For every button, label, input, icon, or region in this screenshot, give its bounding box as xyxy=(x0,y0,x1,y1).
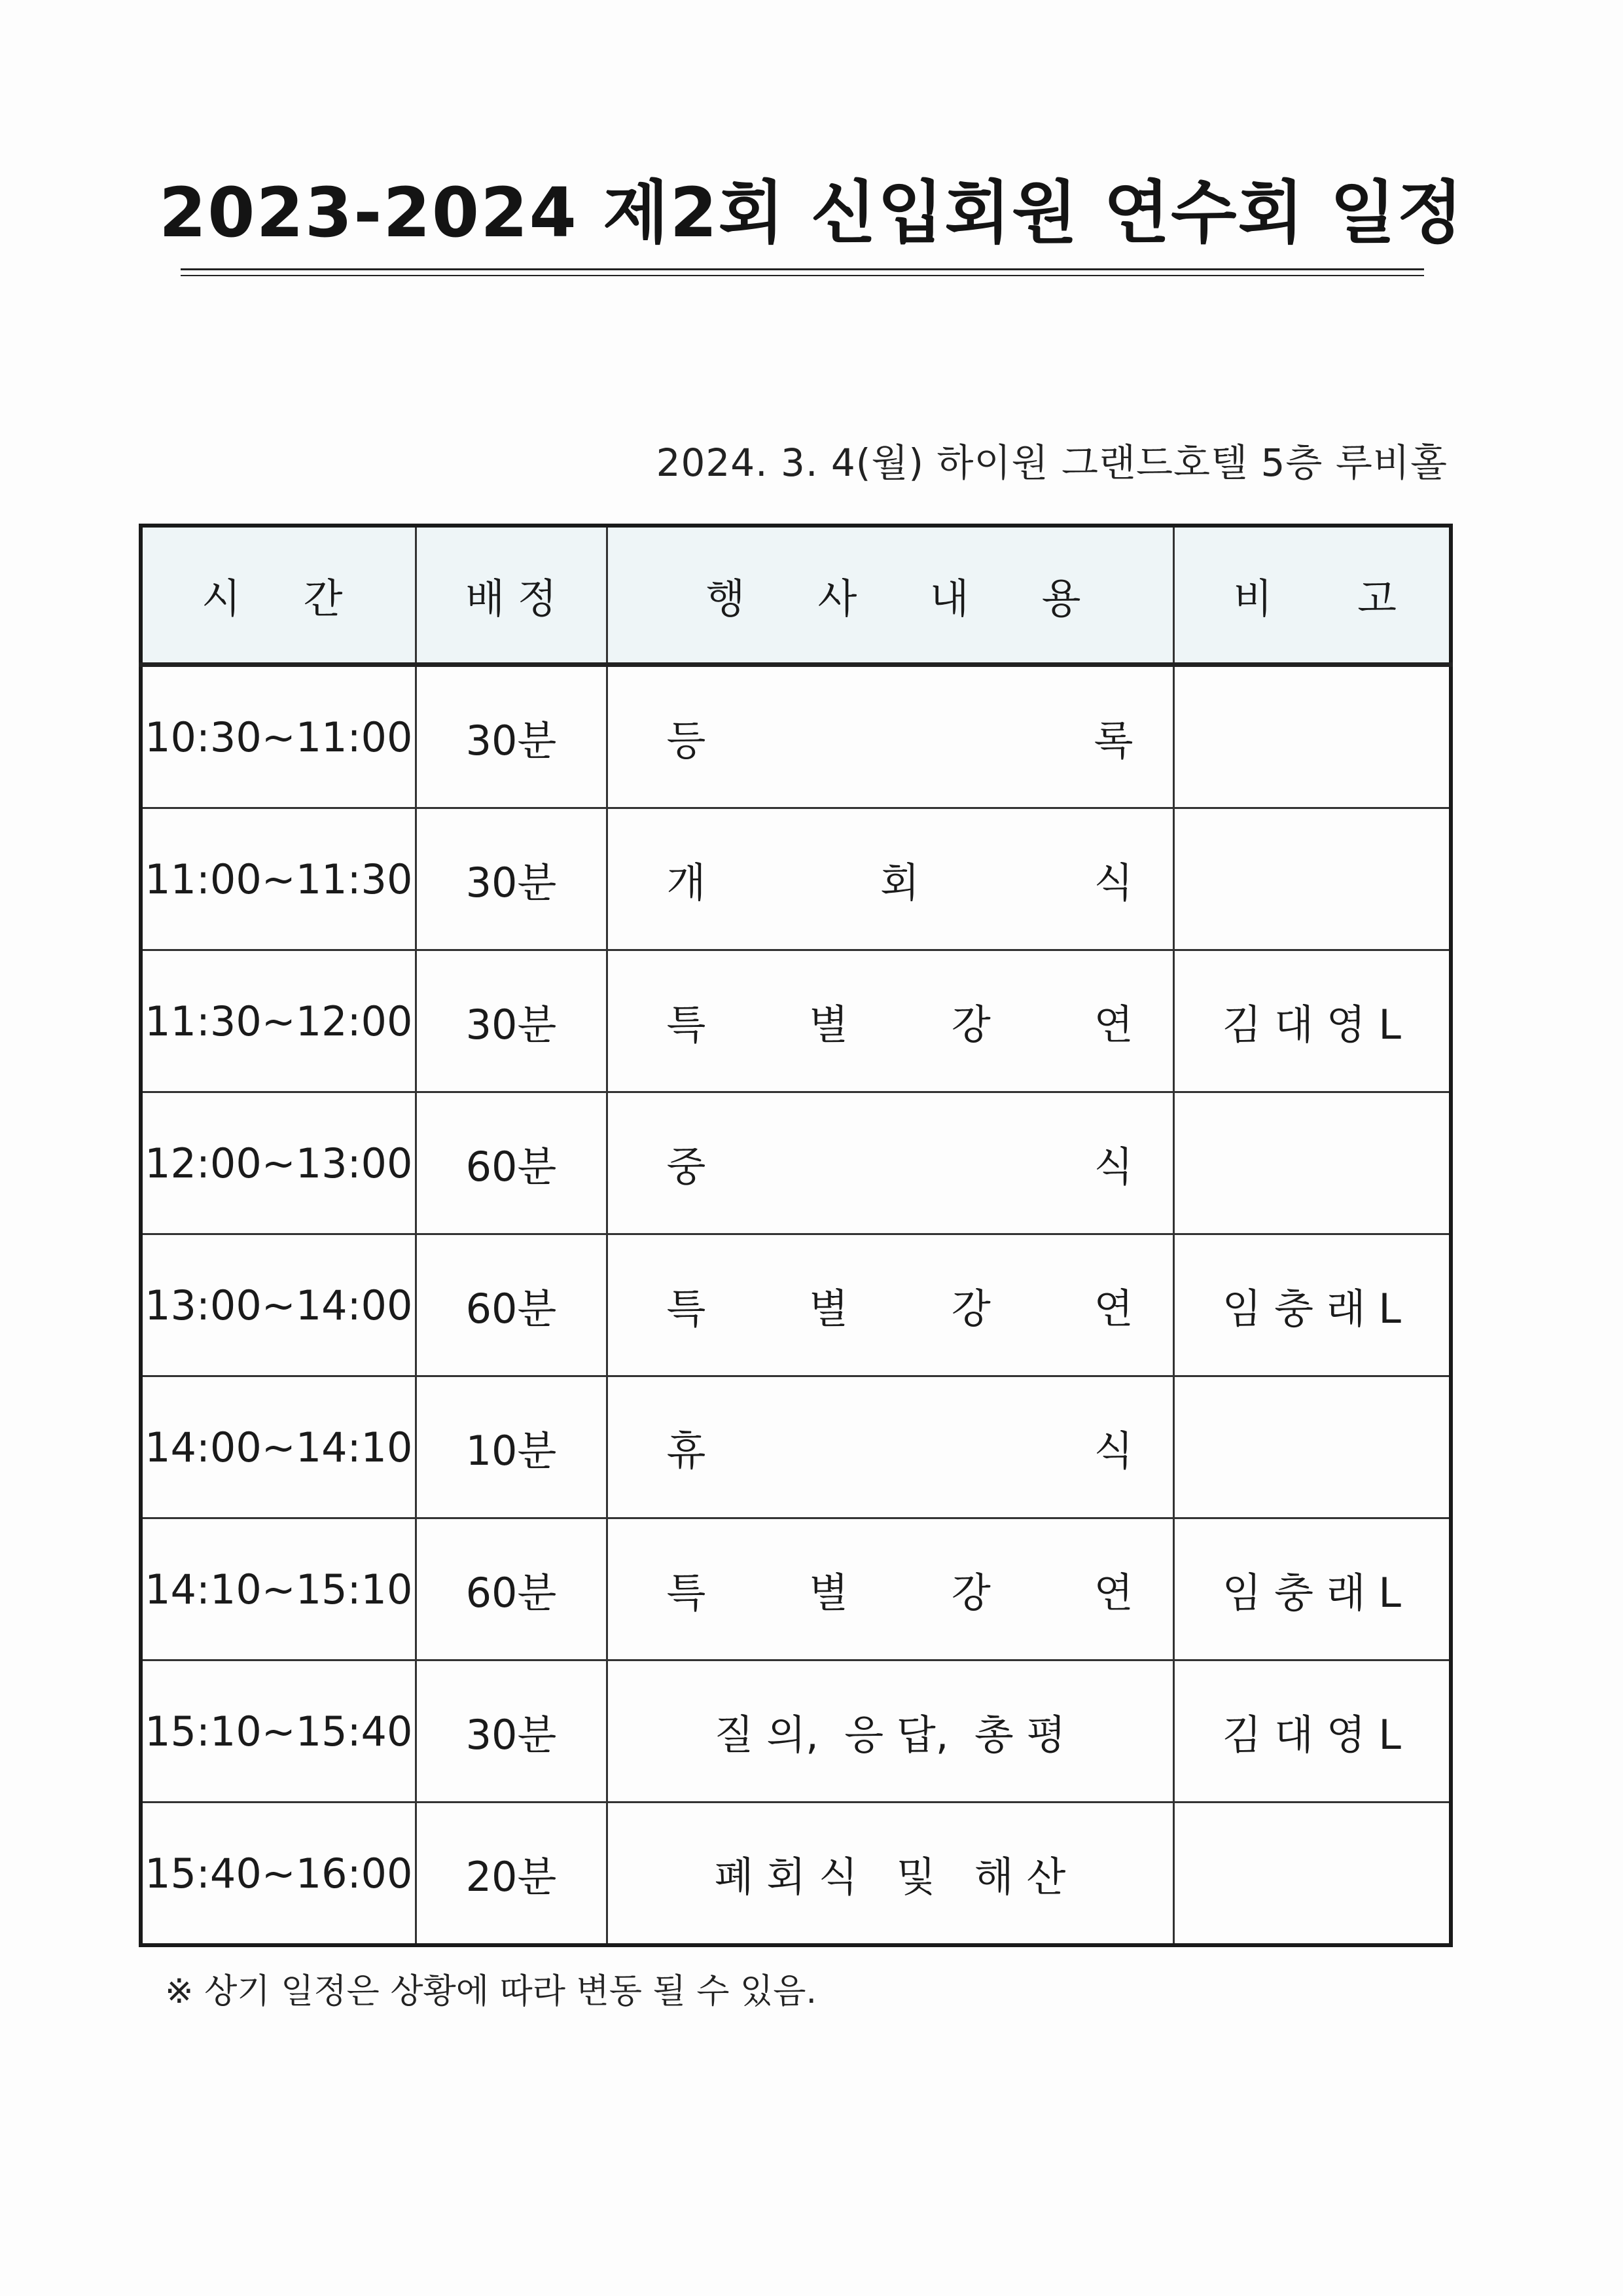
cell-remarks xyxy=(1173,1803,1451,1946)
cell-event xyxy=(607,1803,1173,1946)
cell-remarks xyxy=(1173,1234,1451,1376)
table-row xyxy=(141,1234,1451,1376)
event-char: 강 xyxy=(951,1568,991,1617)
cell-time: 14:00~14:10 xyxy=(141,1376,416,1518)
event-char: 식 xyxy=(1094,1426,1133,1475)
table-row xyxy=(141,1092,1451,1234)
header-time-char: 시 xyxy=(202,574,241,622)
cell-time: 13:00~14:00 xyxy=(141,1234,416,1376)
cell-event xyxy=(607,808,1173,950)
event-char: 특 xyxy=(666,1568,706,1617)
header-time xyxy=(141,526,416,665)
event-char: 회 xyxy=(880,858,919,906)
event-char: 강 xyxy=(951,1284,991,1333)
table-row xyxy=(141,1660,1451,1803)
cell-remarks xyxy=(1173,950,1451,1092)
schedule-table xyxy=(139,524,1453,1947)
header-event-char: 용 xyxy=(1041,574,1081,622)
cell-duration: 60분 xyxy=(416,1234,607,1376)
speaker-name: 김 대 영 L xyxy=(1222,1000,1401,1049)
event-char: 특 xyxy=(666,1284,706,1333)
event-text: 질 의, 응 답, 총 평 xyxy=(714,1710,1066,1759)
cell-time: 10:30~11:00 xyxy=(141,665,416,808)
cell-duration: 60분 xyxy=(416,1518,607,1660)
event-char: 중 xyxy=(666,1142,706,1191)
table-row xyxy=(141,950,1451,1092)
cell-duration: 10분 xyxy=(416,1376,607,1518)
cell-remarks xyxy=(1173,1092,1451,1234)
event-char: 연 xyxy=(1094,1000,1133,1049)
cell-event xyxy=(607,1660,1173,1803)
header-duration xyxy=(416,526,607,665)
table-row xyxy=(141,1803,1451,1946)
cell-remarks xyxy=(1173,1660,1451,1803)
event-char: 연 xyxy=(1094,1284,1133,1333)
cell-time: 15:10~15:40 xyxy=(141,1660,416,1803)
event-char: 록 xyxy=(1094,716,1133,764)
cell-event xyxy=(607,665,1173,808)
event-char: 식 xyxy=(1094,1142,1133,1191)
event-char: 식 xyxy=(1094,858,1133,906)
title-underline xyxy=(181,268,1424,270)
page-title: 2023-2024 제2회 신입회원 연수회 일정 xyxy=(158,173,1465,253)
cell-time: 14:10~15:10 xyxy=(141,1518,416,1660)
event-char: 특 xyxy=(666,1000,706,1049)
event-char: 별 xyxy=(809,1568,849,1617)
cell-event xyxy=(607,950,1173,1092)
cell-event xyxy=(607,1234,1173,1376)
event-char: 휴 xyxy=(666,1426,706,1475)
event-char: 등 xyxy=(666,716,706,764)
cell-remarks xyxy=(1173,1376,1451,1518)
event-char: 별 xyxy=(809,1284,849,1333)
cell-time: 11:30~12:00 xyxy=(141,950,416,1092)
table-row xyxy=(141,665,1451,808)
header-event-char: 행 xyxy=(705,574,745,622)
header-row xyxy=(141,526,1451,665)
speaker-name: 임 충 래 L xyxy=(1222,1568,1401,1617)
header-remarks xyxy=(1173,526,1451,665)
header-remarks-char: 비 xyxy=(1233,574,1273,622)
table-row xyxy=(141,808,1451,950)
cell-time: 15:40~16:00 xyxy=(141,1803,416,1946)
header-remarks-char: 고 xyxy=(1357,574,1397,622)
event-char: 연 xyxy=(1094,1568,1133,1617)
event-date-venue: 2024. 3. 4(월) 하이원 그랜드호텔 5층 루비홀 xyxy=(656,440,1448,485)
cell-duration: 20분 xyxy=(416,1803,607,1946)
cell-duration: 30분 xyxy=(416,950,607,1092)
cell-duration: 30분 xyxy=(416,808,607,950)
cell-event xyxy=(607,1376,1173,1518)
header-event-char: 내 xyxy=(929,574,969,622)
cell-remarks xyxy=(1173,1518,1451,1660)
event-text: 폐 회 식 및 해 산 xyxy=(714,1852,1066,1901)
speaker-name: 김 대 영 L xyxy=(1222,1710,1401,1759)
table-row xyxy=(141,1518,1451,1660)
cell-duration: 30분 xyxy=(416,1660,607,1803)
footnote: ※ 상기 일정은 상황에 따라 변동 될 수 있음. xyxy=(165,1972,817,2011)
event-char: 강 xyxy=(951,1000,991,1049)
title-underline-second xyxy=(181,275,1424,276)
cell-duration: 30분 xyxy=(416,665,607,808)
table-row xyxy=(141,1376,1451,1518)
cell-duration: 60분 xyxy=(416,1092,607,1234)
cell-remarks xyxy=(1173,808,1451,950)
cell-event xyxy=(607,1518,1173,1660)
event-char: 별 xyxy=(809,1000,849,1049)
header-event xyxy=(607,526,1173,665)
header-duration-label: 배 정 xyxy=(465,574,557,622)
cell-remarks xyxy=(1173,665,1451,808)
cell-time: 12:00~13:00 xyxy=(141,1092,416,1234)
header-event-char: 사 xyxy=(817,574,857,622)
header-time-char: 간 xyxy=(303,574,343,622)
event-char: 개 xyxy=(666,858,706,906)
cell-event xyxy=(607,1092,1173,1234)
speaker-name: 임 충 래 L xyxy=(1222,1284,1401,1333)
cell-time: 11:00~11:30 xyxy=(141,808,416,950)
